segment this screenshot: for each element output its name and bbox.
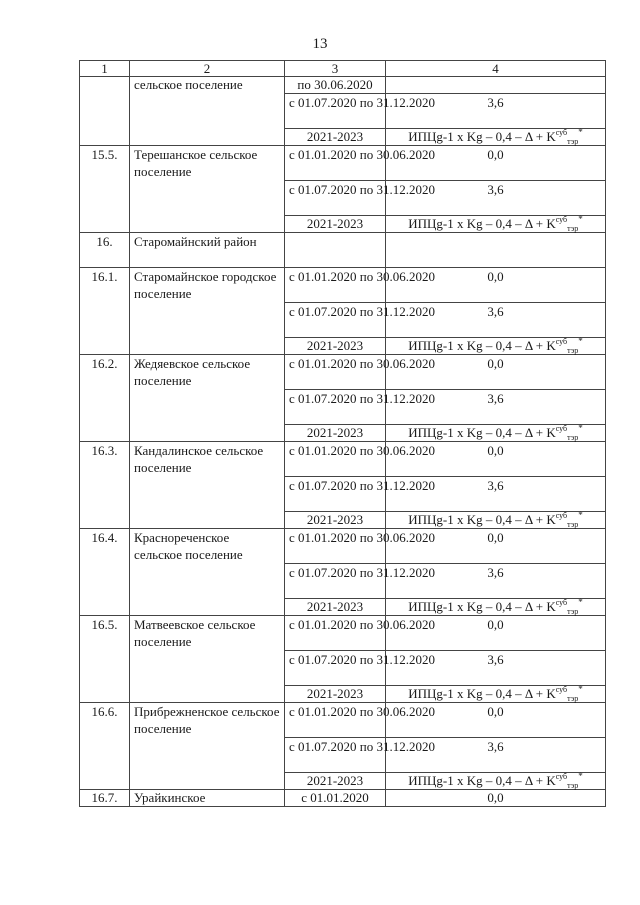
period-cell: с 01.07.2020 по 31.12.2020 xyxy=(285,303,386,338)
period-cell: с 01.01.2020 по 30.06.2020 xyxy=(285,616,386,651)
formula-star: * xyxy=(578,684,583,694)
formula-sub: тэр xyxy=(567,224,579,233)
table-row xyxy=(80,146,606,181)
row-number: 16.1. xyxy=(80,268,130,355)
row-number: 16.6. xyxy=(80,703,130,790)
value-cell: 3,6 xyxy=(386,738,606,773)
tariff-table xyxy=(79,60,606,807)
column-1-header: 1 xyxy=(80,61,130,77)
period-cell: с 01.01.2020 по 30.06.2020 xyxy=(285,529,386,564)
formula-star: * xyxy=(578,127,583,137)
formula-star: * xyxy=(578,597,583,607)
column-4-header: 4 xyxy=(386,61,606,77)
settlement-name: сельское поселение xyxy=(130,77,285,146)
value-cell: 0,0 xyxy=(386,355,606,390)
row-number: 15.5. xyxy=(80,146,130,233)
table-row xyxy=(80,442,606,477)
table-row xyxy=(80,790,606,807)
formula-star: * xyxy=(578,510,583,520)
formula-cell xyxy=(386,686,606,703)
period-cell: с 01.07.2020 по 31.12.2020 xyxy=(285,477,386,512)
formula-base: ИПЦg-1 x Kg – 0,4 – Δ + K xyxy=(408,129,556,144)
period-cell: 2021-2023 xyxy=(285,512,386,529)
district-name: Старомайнский район xyxy=(130,233,285,268)
formula-sup: суб xyxy=(555,511,568,520)
formula-base: ИПЦg-1 x Kg – 0,4 – Δ + K xyxy=(408,599,556,614)
value-cell: 0,0 xyxy=(386,268,606,303)
formula-cell xyxy=(386,512,606,529)
period-cell: по 30.06.2020 xyxy=(285,77,386,94)
period-cell xyxy=(285,233,386,268)
value-cell: 3,6 xyxy=(386,651,606,686)
page-number: 13 xyxy=(312,36,328,52)
value-cell: 0,0 xyxy=(386,529,606,564)
row-number: 16. xyxy=(80,233,130,268)
period-cell: с 01.07.2020 по 31.12.2020 xyxy=(285,738,386,773)
formula-cell xyxy=(386,773,606,790)
period-cell: 2021-2023 xyxy=(285,216,386,233)
formula-base: ИПЦg-1 x Kg – 0,4 – Δ + K xyxy=(408,425,556,440)
period-cell: 2021-2023 xyxy=(285,599,386,616)
settlement-name: Терешанское сельское поселение xyxy=(130,146,285,233)
row-number: 16.7. xyxy=(80,790,130,807)
period-cell: с 01.07.2020 по 31.12.2020 xyxy=(285,651,386,686)
value-cell xyxy=(386,77,606,94)
district-row xyxy=(80,233,606,268)
formula-star: * xyxy=(578,771,583,781)
period-cell: 2021-2023 xyxy=(285,773,386,790)
formula-cell xyxy=(386,338,606,355)
row-number: 16.5. xyxy=(80,616,130,703)
value-cell: 0,0 xyxy=(386,442,606,477)
column-number-header-row xyxy=(80,61,606,77)
value-cell: 3,6 xyxy=(386,390,606,425)
period-cell: 2021-2023 xyxy=(285,129,386,146)
table-row xyxy=(80,529,606,564)
formula-sup: суб xyxy=(555,685,568,694)
value-cell: 3,6 xyxy=(386,94,606,129)
period-cell: с 01.07.2020 по 31.12.2020 xyxy=(285,390,386,425)
value-cell xyxy=(386,233,606,268)
value-cell: 3,6 xyxy=(386,303,606,338)
row-number: 16.3. xyxy=(80,442,130,529)
table-row xyxy=(80,616,606,651)
settlement-name: Жедяевское сельское поселение xyxy=(130,355,285,442)
column-2-header: 2 xyxy=(130,61,285,77)
table-row xyxy=(80,703,606,738)
period-cell: с 01.07.2020 по 31.12.2020 xyxy=(285,564,386,599)
formula-cell xyxy=(386,216,606,233)
formula-sup: суб xyxy=(555,215,568,224)
formula-sub: тэр xyxy=(567,607,579,616)
period-cell: с 01.01.2020 по 30.06.2020 xyxy=(285,268,386,303)
formula-star: * xyxy=(578,214,583,224)
row-number: 16.4. xyxy=(80,529,130,616)
period-cell: с 01.01.2020 xyxy=(285,790,386,807)
table-row xyxy=(80,77,606,94)
formula-sup: суб xyxy=(555,337,568,346)
settlement-name: Краснореченское сельское поселение xyxy=(130,529,285,616)
formula-sub: тэр xyxy=(567,694,579,703)
period-cell: 2021-2023 xyxy=(285,425,386,442)
formula-sup: суб xyxy=(555,772,568,781)
formula-sub: тэр xyxy=(567,520,579,529)
row-number xyxy=(80,77,130,146)
formula-cell xyxy=(386,425,606,442)
settlement-name: Кандалинское сельское поселение xyxy=(130,442,285,529)
value-cell: 0,0 xyxy=(386,146,606,181)
settlement-name: Прибрежненское сельское поселение xyxy=(130,703,285,790)
formula-base: ИПЦg-1 x Kg – 0,4 – Δ + K xyxy=(408,686,556,701)
period-cell: с 01.07.2020 по 31.12.2020 xyxy=(285,181,386,216)
row-number: 16.2. xyxy=(80,355,130,442)
formula-cell xyxy=(386,129,606,146)
formula-sup: суб xyxy=(555,598,568,607)
formula-star: * xyxy=(578,423,583,433)
formula-sup: суб xyxy=(555,128,568,137)
period-cell: с 01.01.2020 по 30.06.2020 xyxy=(285,703,386,738)
value-cell: 3,6 xyxy=(386,181,606,216)
table-row xyxy=(80,355,606,390)
formula-star: * xyxy=(578,336,583,346)
formula-base: ИПЦg-1 x Kg – 0,4 – Δ + K xyxy=(408,338,556,353)
settlement-name: Матвеевское сельское поселение xyxy=(130,616,285,703)
formula-sub: тэр xyxy=(567,781,579,790)
settlement-name: Урайкинское xyxy=(130,790,285,807)
value-cell: 3,6 xyxy=(386,477,606,512)
period-cell: 2021-2023 xyxy=(285,338,386,355)
period-cell: с 01.07.2020 по 31.12.2020 xyxy=(285,94,386,129)
formula-base: ИПЦg-1 x Kg – 0,4 – Δ + K xyxy=(408,773,556,788)
formula-base: ИПЦg-1 x Kg – 0,4 – Δ + K xyxy=(408,512,556,527)
formula-sub: тэр xyxy=(567,346,579,355)
period-cell: с 01.01.2020 по 30.06.2020 xyxy=(285,442,386,477)
formula-cell xyxy=(386,599,606,616)
value-cell: 0,0 xyxy=(386,790,606,807)
period-cell: с 01.01.2020 по 30.06.2020 xyxy=(285,146,386,181)
formula-base: ИПЦg-1 x Kg – 0,4 – Δ + K xyxy=(408,216,556,231)
settlement-name: Старомайнское городское поселение xyxy=(130,268,285,355)
formula-sup: суб xyxy=(555,424,568,433)
formula-sub: тэр xyxy=(567,137,579,146)
period-cell: с 01.01.2020 по 30.06.2020 xyxy=(285,355,386,390)
column-3-header: 3 xyxy=(285,61,386,77)
formula-sub: тэр xyxy=(567,433,579,442)
value-cell: 3,6 xyxy=(386,564,606,599)
value-cell: 0,0 xyxy=(386,703,606,738)
table-row xyxy=(80,268,606,303)
value-cell: 0,0 xyxy=(386,616,606,651)
period-cell: 2021-2023 xyxy=(285,686,386,703)
